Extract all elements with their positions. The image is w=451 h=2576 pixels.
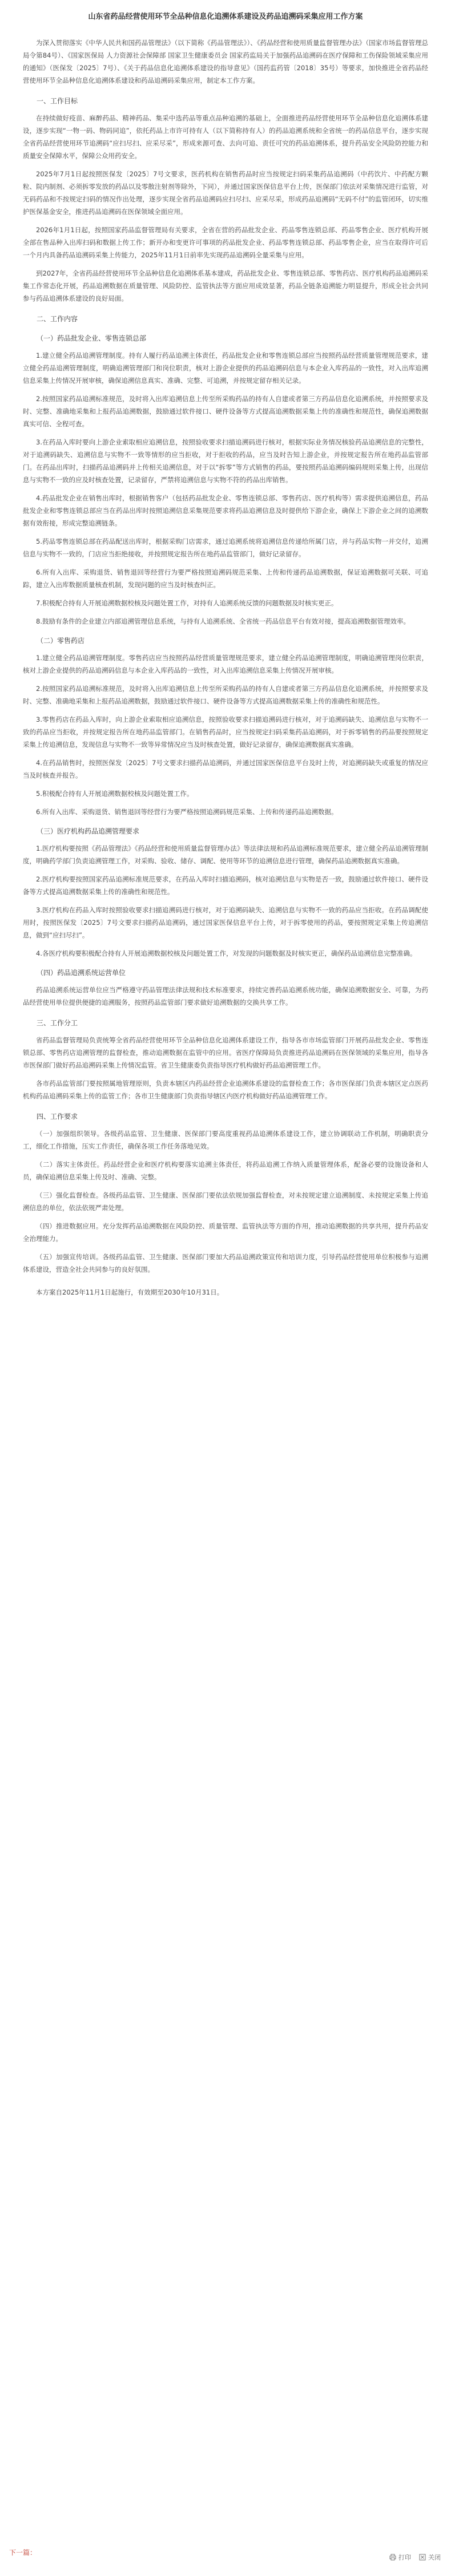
body-paragraph: 3.医疗机构在药品入库时按照验收要求扫描追溯码进行核对，对于追溯码缺失、追溯信息与实物不一致的药品应当拒收。在药品调配使用时，按照医保发〔2025〕7号文要求扫描药品追溯码，通过国家医保信息平台上传，对于拆零使用的药品，要按照规定采集上传追溯信息，做到“应扫尽扫”。 <box>23 906 428 939</box>
close-label: 关闭 <box>428 2554 441 2561</box>
body-paragraph: 1.医疗机构要按照《药品管理法》《药品经营和使用质量监督管理办法》等法律法规和药品追溯标准规范要求，建立健全药品追溯管理制度，明确药学部门负责追溯管理工作，对采购、验收、储存、调配、使用等环节的追溯信息进行管理，确保药品追溯数据真实准确。 <box>23 844 428 865</box>
subsection-heading: （二）零售药店 <box>37 637 85 645</box>
body-paragraph: （五）加强宣传培训。各级药品监管、卫生健康、医保部门要加大药品追溯政策宣传和培训力度，引导药品经营使用单位积极参与追溯体系建设，营造全社会共同参与的良好氛围。 <box>23 1253 428 1273</box>
body-paragraph: （二）落实主体责任。药品经营企业和医疗机构要落实追溯主体责任，将药品追溯工作纳入质量管理体系，配备必要的设施设备和人员，确保追溯信息采集上传及时、准确、完整。 <box>23 1160 428 1181</box>
effective-date-line: 本方案自2025年11月1日起施行，有效期至2030年10月31日。 <box>36 1288 224 1296</box>
body-paragraph: 2.医疗机构要按照国家药品追溯标准规范要求，在药品入库时扫描追溯码，核对追溯信息与实物是否一致，鼓励通过软件接口、硬件设备等方式提高追溯数据采集上传的准确性和规范性。 <box>23 875 428 896</box>
body-paragraph: 4.药品批发企业在销售出库时，根据销售客户（包括药品批发企业、零售连锁总部、零售药店、医疗机构等）需求提供追溯信息，药品批发企业和零售连锁总部应当在药品出库时按照追溯信息采集规范要求将药品追溯信息及时提供给下游企业，确保上下游企业之间的追溯数据有效衔接，形成完整追溯链条。 <box>23 494 428 527</box>
print-icon <box>389 2554 396 2561</box>
body-paragraph: 1.建立健全药品追溯管理制度。持有人履行药品追溯主体责任，药品批发企业和零售连锁总部应当按照药品经营质量管理规范要求，建立健全药品追溯管理制度，明确追溯管理部门和岗位职责，核对上游企业提供的药品追溯码信息与本企业入库药品的一致性，对入出库追溯信息采集上传情况开展审核，确保追溯信息真实、准确、完整、可追溯，并按规定留存相关记录。 <box>23 351 428 385</box>
body-paragraph: （三）强化监督检查。各级药品监管、卫生健康、医保部门要依法依规加强监督检查，对未按规定建立追溯制度、未按规定采集上传追溯信息的单位，依法依规严肃处理。 <box>23 1191 428 1212</box>
body-paragraph: 5.积极配合持有人开展追溯数据校核及问题处置工作。 <box>36 790 194 798</box>
body-paragraph: 2.按照国家药品追溯标准规范，及时将入出库追溯信息上传至所采购药品的持有人自建或者第三方药品信息化追溯系统，并按照要求及时、完整、准确地采集和上报药品追溯数据，鼓励通过软件接口、硬件设备等方式提高追溯数据采集上传的准确性和规范性，确保追溯数据真实可信、全程可查。 <box>23 395 428 428</box>
body-paragraph: 6.所有入出库、采购退货、销售退回等经营行为要严格按照追溯码规范采集、上传和传递药品追溯数据，保证追溯数据可关联、可追踪，建立入出库数据质量核查机制，发现问题的应当及时核查纠正。 <box>23 568 428 589</box>
subsection-heading: （一）药品批发企业、零售连锁总部 <box>37 334 147 342</box>
body-paragraph: 2025年7月1日起按照医保发〔2025〕7号文要求，医药机构在销售药品时应当按规定扫码采集药品追溯码（中药饮片、中药配方颗粒、院内制剂、必须拆零发放的药品以及零散注射剂等除外，下同），并通过国家医保信息平台上传，医保部门依法对采集情况进行监管，对无码药品和不按规定扫码的情况作出处理，逐步实现全省药品追溯码应扫尽扫、应采尽采，形成药品追溯码“无码不付”的监管闭环，切实维护医保基金安全，推进药品追溯码在医保领域全面应用。 <box>23 170 428 216</box>
body-paragraph: （四）推进数据应用。充分发挥药品追溯数据在风险防控、质量管理、监管执法等方面的作用，推动追溯数据的共享共用，提升药品安全治理能力。 <box>23 1222 428 1243</box>
close-button[interactable] <box>419 2553 441 2562</box>
body-paragraph: 1.建立健全药品追溯管理制度。零售药店应当按照药品经营质量管理规范要求，建立健全药品追溯管理制度，明确追溯管理岗位职责，核对上游企业提供的药品追溯码信息与本企业入库药品的一致性，对入出库追溯信息采集上传情况开展审核。 <box>23 654 428 674</box>
body-paragraph: 3.零售药店在药品入库时，向上游企业索取相应追溯信息，按照验收要求扫描追溯码进行核对，对于追溯码缺失、追溯信息与实物不一致的药品应当拒收，并按规定报告所在地药品监管部门。在销售药品时，应当按规定扫码采集药品追溯码，对于拆零销售的药品要按照规定采集上传追溯信息，发现信息与实物不一致等异常情况应当及时核查处置，做好记录留存，确保追溯数据真实准确。 <box>23 715 428 749</box>
subsection-heading: （四）药品追溯系统运营单位 <box>37 969 126 977</box>
print-button[interactable] <box>389 2553 411 2562</box>
body-paragraph: 2026年1月1日起，按照国家药品监督管理局有关要求，全省在营的药品批发企业、药品零售连锁总部、药品零售企业、医疗机构开展全部在售品种入出库扫码和数据上传工作；新开办和变更许可事项的药品批发企业、药品零售连锁总部、药品零售企业，应当在取得许可后一个月内具备药品追溯码采集上传能力，2025年11月1日前率先实现药品追溯码全量采集与应用。 <box>23 226 428 259</box>
body-paragraph: 在持续做好疫苗、麻醉药品、精神药品、集采中选药品等重点品种追溯的基础上，全面推进药品经营使用环节全品种信息化追溯体系建设，逐步实现“一物一码、物码同追”，依托药品上市许可持有人（以下简称持有人）的药品追溯系统和全省统一的药品信息平台，逐步实现全省药品经营使用环节追溯码“应扫尽扫、应采尽采”，形成来源可查、去向可追、责任可究的药品追溯体系，提升药品安全风险防控能力和质量安全保障水平，保障公众用药安全。 <box>23 114 428 160</box>
section-heading: 四、工作要求 <box>37 1113 78 1121</box>
section-heading: 一、工作目标 <box>37 97 78 105</box>
document-title: 山东省药品经营使用环节全品种信息化追溯体系建设及药品追溯码采集应用工作方案 <box>88 13 363 21</box>
document-body <box>23 37 428 1304</box>
page-toolbar <box>389 2553 441 2562</box>
body-paragraph: （一）加强组织领导。各级药品监管、卫生健康、医保部门要高度重视药品追溯体系建设工作，建立协调联动工作机制，明确职责分工，细化工作措施，压实工作责任，确保各项工作任务落地见效。 <box>23 1130 428 1150</box>
section-heading: 三、工作分工 <box>37 1019 78 1027</box>
body-paragraph: 为深入贯彻落实《中华人民共和国药品管理法》（以下简称《药品管理法》）、《药品经营和使用质量监督管理办法》（国家市场监督管理总局令第84号）、《国家医保局 人力资源社会保障部 国家卫生健康委员会 国家药监局关于加强药品追溯码在医疗保障和工伤保险领域采集应用的通知》（医保发〔2025〕7号）、《关于药品信息化追溯体系建设的指导意见》（国药监药管〔2018〕35号）等要求，加快推进全省药品经营使用环节全品种信息化追溯体系建设和药品追溯码采集应用，制定本工作方案。 <box>23 39 428 84</box>
body-paragraph: 2.按照国家药品追溯标准规范，及时将入出库追溯信息上传至所采购药品的持有人自建或者第三方药品信息化追溯系统，并按照要求及时、完整、准确地采集和上报药品追溯数据，鼓励通过软件接口、硬件设备等方式提高追溯数据采集上传的准确性和规范性。 <box>23 685 428 705</box>
body-paragraph: 到2027年，全省药品经营使用环节全品种信息化追溯体系基本建成，药品批发企业、零售连锁总部、零售药店、医疗机构药品追溯码采集工作常态化开展，药品追溯数据在质量管理、风险防控、监管执法等方面应用成效显著，药品全链条追溯能力明显提升，形成全社会共同参与药品追溯体系建设的良好局面。 <box>23 269 428 302</box>
body-paragraph: 4.在药品销售时，按照医保发〔2025〕7号文要求扫描药品追溯码，并通过国家医保信息平台及时上传，对追溯码缺失或重复的情况应当及时核查并报告。 <box>23 759 428 779</box>
body-paragraph: 3.在药品入库时要向上游企业索取相应追溯信息，按照验收要求扫描追溯码进行核对，根据实际业务情况核验药品追溯信息的完整性，对于追溯码缺失、追溯信息与实物不一致等情形的应当拒收，对于拒收的药品，应当及时告知上游企业，并按规定报告所在地药品监管部门。在药品出库时，扫描药品追溯码并上传相关追溯信息，对于以“拆零”等方式销售的药品，要按照药品追溯码编码规则采集上传，出现信息与实物不一致的应及时核查处置，记录留存，严禁将追溯信息与实物不符的药品出库销售。 <box>23 438 428 484</box>
body-paragraph: 4.各医疗机构要积极配合持有人开展追溯数据校核及问题处置工作，对发现的问题数据及时核实更正，确保药品追溯信息完整准确。 <box>36 949 417 957</box>
body-paragraph: 药品追溯系统运营单位应当严格遵守药品管理法律法规和技术标准要求，持续完善药品追溯系统功能，确保追溯数据安全、可靠，为药品经营使用单位提供便捷的追溯服务，按照药品监管部门要求做好追溯数据的交换共享工作。 <box>23 986 428 1006</box>
body-paragraph: 8.鼓励有条件的企业建立内部追溯管理信息系统，与持有人追溯系统、全省统一药品信息平台有效对接，提高追溯数据管理效率。 <box>36 617 410 625</box>
body-paragraph: 5.药品零售连锁总部在药品配送出库时，根据采购门店需求，通过追溯系统将追溯信息传递给所属门店，并与药品实物一并交付，追溯信息与实物不一致的，门店应当拒绝接收，并按照规定报告所在地药品监管部门，做好记录留存。 <box>23 537 428 558</box>
next-article-link[interactable]: 下一篇： <box>9 2549 37 2557</box>
body-paragraph: 7.积极配合持有人开展追溯数据校核及问题处置工作，对持有人追溯系统反馈的问题数据及时核实更正。 <box>36 599 338 607</box>
close-icon <box>419 2554 426 2561</box>
print-label: 打印 <box>398 2554 411 2561</box>
body-paragraph: 6.所有入出库、采购退货、销售退回等经营行为要严格按照追溯码规范采集、上传和传递药品追溯数据。 <box>36 808 338 816</box>
subsection-heading: （三）医疗机构药品追溯管理要求 <box>37 827 140 835</box>
section-heading: 二、工作内容 <box>37 315 78 323</box>
body-paragraph: 省药品监督管理局负责统筹全省药品经营使用环节全品种信息化追溯体系建设工作，指导各市市场监管部门开展药品批发企业、零售连锁总部、零售药店追溯管理的监督检查，推动追溯数据在监管中的应用。省医疗保障局负责推进药品追溯码在医保领域的采集应用，指导各市医保部门做好药品追溯码采集上传情况监管。省卫生健康委负责指导医疗机构做好药品追溯管理工作。 <box>23 1036 428 1069</box>
body-paragraph: 各市药品监管部门要按照属地管理原则，负责本辖区内药品经营企业追溯体系建设的监督检查工作；各市医保部门负责本辖区定点医药机构药品追溯码采集上传的监管工作；各市卫生健康部门负责指导辖区内医疗机构做好药品追溯管理工作。 <box>23 1079 428 1100</box>
